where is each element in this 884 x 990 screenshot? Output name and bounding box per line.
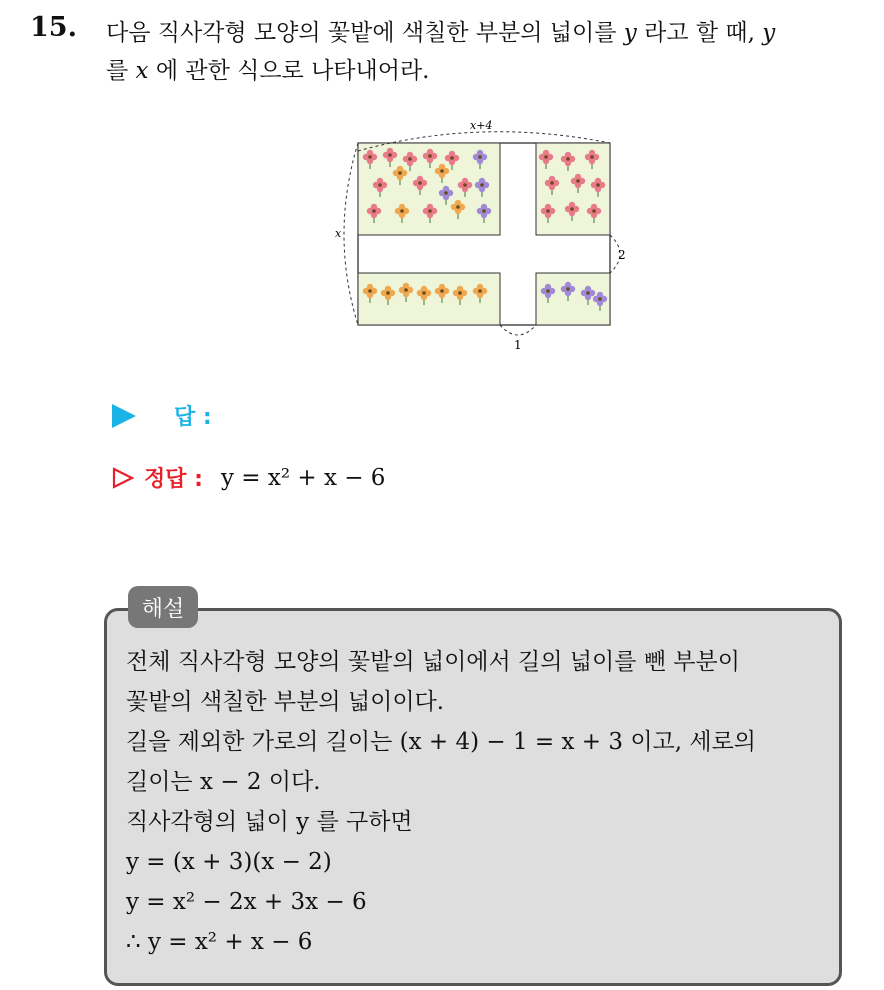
play-triangle-icon <box>112 404 136 428</box>
question-number: 15. <box>30 12 77 43</box>
solution-line-3: 길을 제외한 가로의 길이는 (x + 4) − 1 = x + 3 이고, 세로의 <box>126 729 757 755</box>
answer-row <box>112 400 212 431</box>
bottom-dimension-arc <box>500 325 536 335</box>
plot-bottom-left <box>358 273 500 325</box>
question-text-part2: 라고 할 때, <box>644 20 755 46</box>
correct-answer-row <box>112 462 385 493</box>
variable-y-2: y <box>762 20 776 46</box>
outline-triangle-icon <box>112 467 134 489</box>
variable-x: x <box>135 58 149 84</box>
left-dimension-arc <box>344 143 358 325</box>
right-label: 2 <box>618 248 626 262</box>
solution-tag: 해설 <box>128 586 198 628</box>
question-text-part4: 에 관한 식으로 나타내어라. <box>155 58 430 84</box>
question-text-part3: 를 <box>106 58 129 84</box>
bottom-label: 1 <box>514 338 522 352</box>
solution-line-6: y = (x + 3)(x − 2) <box>126 849 332 875</box>
garden-diagram <box>330 115 640 355</box>
solution-text <box>126 642 836 962</box>
variable-y: y <box>623 20 637 46</box>
solution-line-1: 전체 직사각형 모양의 꽃밭의 넓이에서 길의 넓이를 뺀 부분이 <box>126 649 740 675</box>
question-text <box>106 14 866 90</box>
correct-answer-equation: y = x² + x − 6 <box>220 464 386 491</box>
solution-line-2: 꽃밭의 색칠한 부분의 넓이이다. <box>126 689 445 715</box>
solution-line-7: y = x² − 2x + 3x − 6 <box>126 889 367 915</box>
answer-label: 답 : <box>174 405 212 430</box>
top-label: x+4 <box>470 119 493 132</box>
solution-line-4: 길이는 x − 2 이다. <box>126 769 321 795</box>
correct-answer-label: 정답 : <box>144 467 203 492</box>
garden-figure <box>330 115 640 355</box>
solution-line-8: ∴ y = x² + x − 6 <box>126 929 313 955</box>
left-label: x <box>335 227 342 240</box>
solution-line-5: 직사각형의 넓이 y 를 구하면 <box>126 809 413 835</box>
question-text-part1: 다음 직사각형 모양의 꽃밭에 색칠한 부분의 넓이를 <box>106 20 617 46</box>
